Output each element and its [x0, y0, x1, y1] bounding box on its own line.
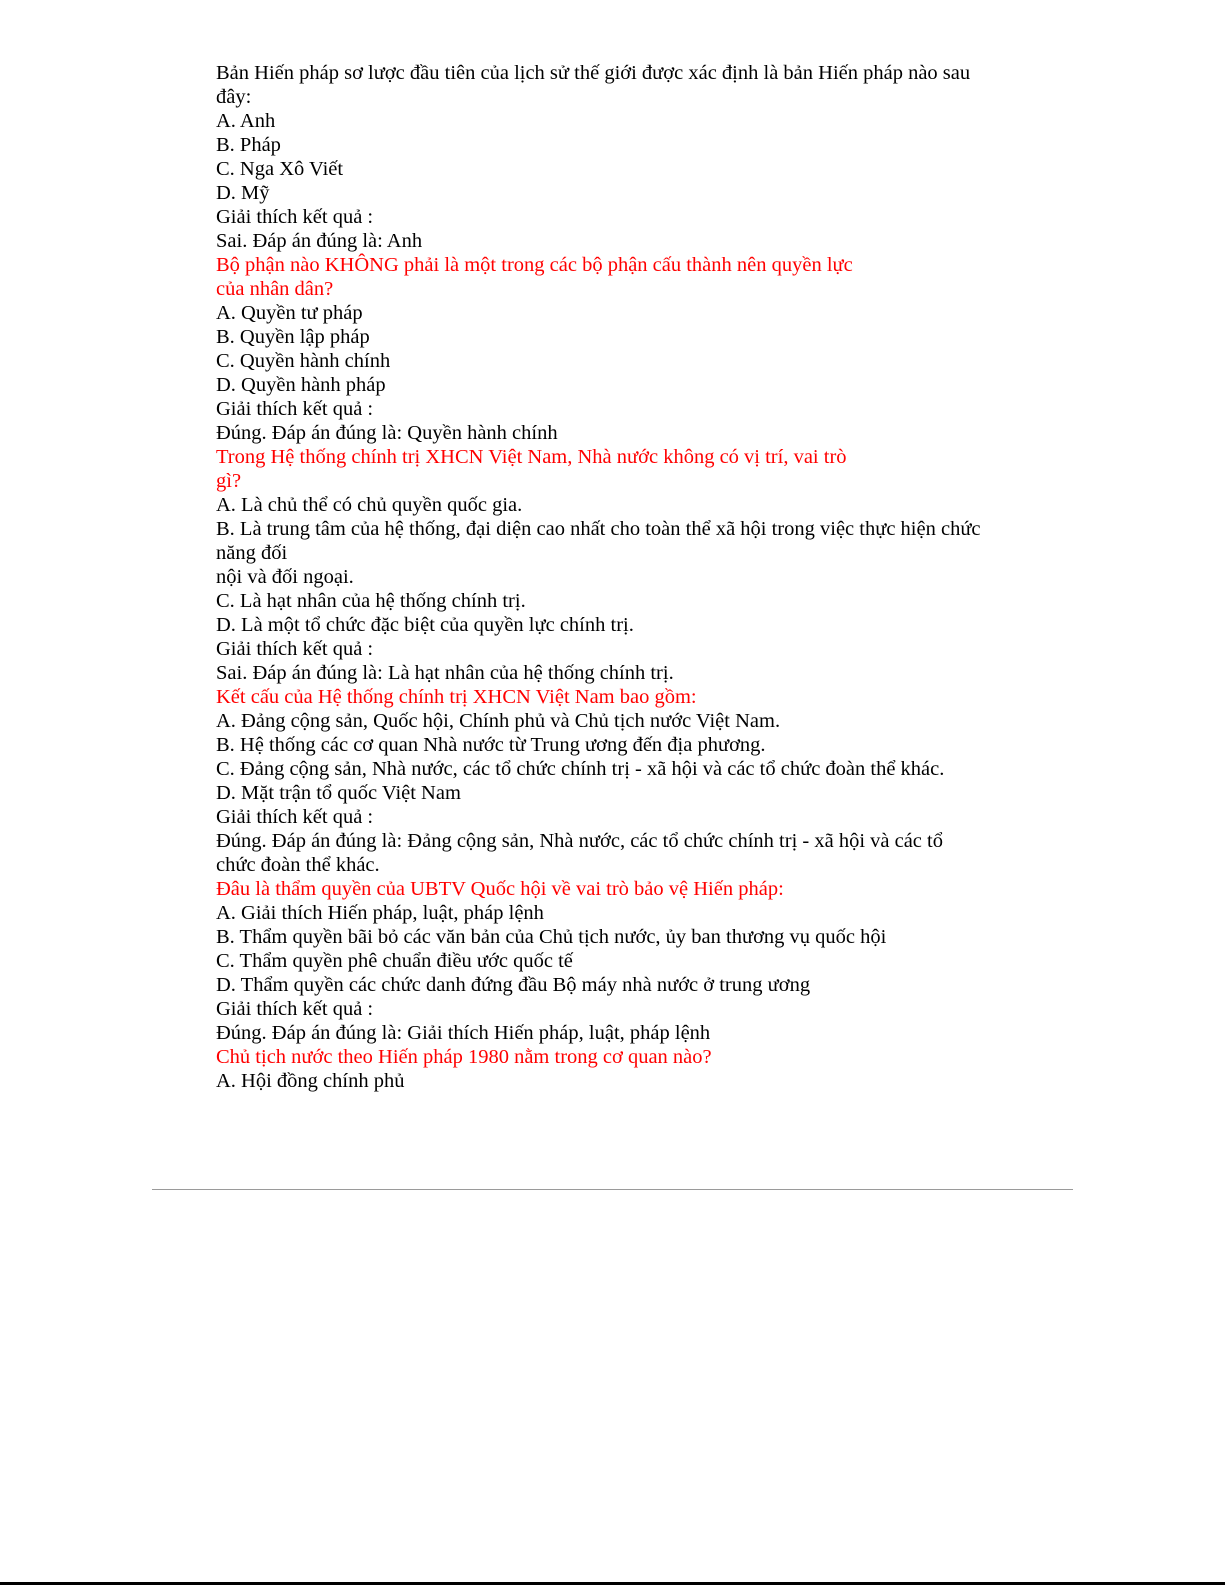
question-4-option-a: A. Đảng cộng sản, Quốc hội, Chính phủ và Chủ tịch nước Việt Nam.: [216, 710, 781, 732]
question-2-option-d: D. Quyền hành pháp: [216, 374, 386, 396]
question-1-line-2: đây:: [216, 86, 252, 108]
question-6-option-a: A. Hội đồng chính phủ: [216, 1070, 405, 1092]
question-1-option-d: D. Mỹ: [216, 182, 270, 204]
question-4-explanation-label: Giải thích kết quả :: [216, 806, 374, 828]
question-3-answer: Sai. Đáp án đúng là: Là hạt nhân của hệ thống chính trị.: [216, 662, 674, 684]
question-5-option-a: A. Giải thích Hiến pháp, luật, pháp lệnh: [216, 902, 544, 924]
question-5-option-c: C. Thẩm quyền phê chuẩn điều ước quốc tế: [216, 950, 573, 972]
question-4-option-c: C. Đảng cộng sản, Nhà nước, các tổ chức chính trị - xã hội và các tổ chức đoàn thể khác.: [216, 758, 945, 780]
question-2-answer: Đúng. Đáp án đúng là: Quyền hành chính: [216, 422, 558, 444]
question-1-line-1: Bản Hiến pháp sơ lược đầu tiên của lịch sử thế giới được xác định là bản Hiến pháp nào sau: [216, 62, 971, 84]
question-4-answer-line-1: Đúng. Đáp án đúng là: Đảng cộng sản, Nhà nước, các tổ chức chính trị - xã hội và các tổ: [216, 830, 943, 852]
question-3-option-a: A. Là chủ thể có chủ quyền quốc gia.: [216, 494, 523, 516]
question-4-answer-line-2: chức đoàn thể khác.: [216, 854, 380, 876]
question-5-option-b: B. Thẩm quyền bãi bỏ các văn bản của Chủ tịch nước, ủy ban thương vụ quốc hội: [216, 926, 887, 948]
question-3-option-b-line-3: nội và đối ngoại.: [216, 566, 354, 588]
question-4-option-b: B. Hệ thống các cơ quan Nhà nước từ Trung ương đến địa phương.: [216, 734, 766, 756]
question-1-explanation-label: Giải thích kết quả :: [216, 206, 374, 228]
question-2-option-a: A. Quyền tư pháp: [216, 302, 363, 324]
question-3-option-b-line-2: năng đối: [216, 542, 288, 564]
question-5-answer: Đúng. Đáp án đúng là: Giải thích Hiến pháp, luật, pháp lệnh: [216, 1022, 711, 1044]
question-3-line-1: Trong Hệ thống chính trị XHCN Việt Nam, Nhà nước không có vị trí, vai trò: [216, 446, 847, 468]
question-3-line-2: gì?: [216, 470, 242, 492]
question-3-explanation-label: Giải thích kết quả :: [216, 638, 374, 660]
question-5-line-1: Đâu là thẩm quyền của UBTV Quốc hội về vai trò bảo vệ Hiến pháp:: [216, 878, 784, 900]
question-4-option-d: D. Mặt trận tổ quốc Việt Nam: [216, 782, 461, 804]
question-2-explanation-label: Giải thích kết quả :: [216, 398, 374, 420]
question-2-option-b: B. Quyền lập pháp: [216, 326, 370, 348]
question-4-line-1: Kết cấu của Hệ thống chính trị XHCN Việt Nam bao gồm:: [216, 686, 697, 708]
question-2-line-2: của nhân dân?: [216, 278, 334, 300]
question-1-answer: Sai. Đáp án đúng là: Anh: [216, 230, 423, 252]
question-2-line-1: Bộ phận nào KHÔNG phải là một trong các bộ phận cấu thành nên quyền lực: [216, 254, 853, 276]
question-2-option-c: C. Quyền hành chính: [216, 350, 391, 372]
question-1-option-c: C. Nga Xô Viết: [216, 158, 344, 180]
question-1-option-a: A. Anh: [216, 110, 276, 132]
question-5-option-d: D. Thẩm quyền các chức danh đứng đầu Bộ máy nhà nước ở trung ương: [216, 974, 811, 996]
question-3-option-b-line-1: B. Là trung tâm của hệ thống, đại diện cao nhất cho toàn thể xã hội trong việc thực hiện chức: [216, 518, 981, 540]
question-3-option-d: D. Là một tổ chức đặc biệt của quyền lực chính trị.: [216, 614, 634, 636]
document-body: [216, 61, 1016, 1093]
question-1-option-b: B. Pháp: [216, 134, 281, 156]
question-6-line-1: Chủ tịch nước theo Hiến pháp 1980 nằm trong cơ quan nào?: [216, 1046, 712, 1068]
question-5-explanation-label: Giải thích kết quả :: [216, 998, 374, 1020]
page-separator: [152, 1189, 1073, 1190]
question-3-option-c: C. Là hạt nhân của hệ thống chính trị.: [216, 590, 526, 612]
